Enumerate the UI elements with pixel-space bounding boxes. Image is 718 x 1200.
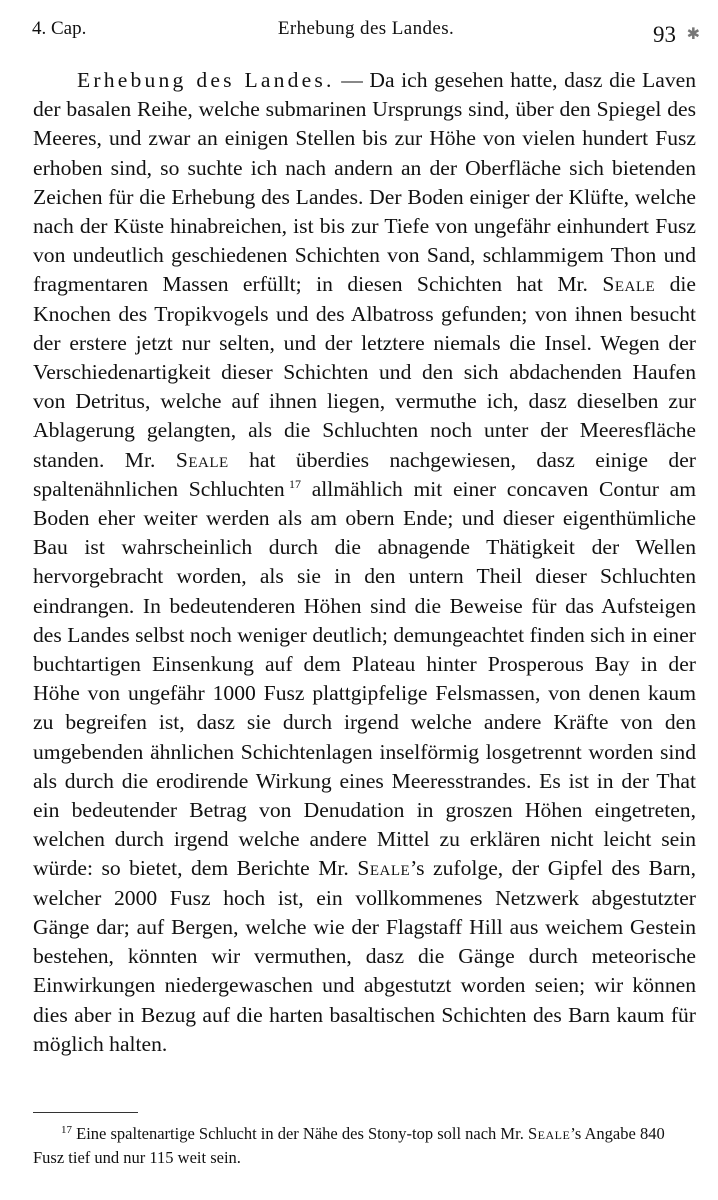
paragraph-text: — Da ich gesehen hatte, dasz die Laven der basalen Reihe, welche submarinen Ursprungs sind, über den Spiegel des Meeres, und zwar an einigen Stellen bis zur Höhe von vielen hundert Fusz erhoben sind, so suchte ich nach andern an der Oberfläche sich bietenden Zeichen für die Erhebung des Landes. Der Boden einiger der Klüfte, welche nach der Küste hinabreichen, ist bis zur Tiefe von ungefähr einhundert Fusz von undeutlich geschiedenen Schichten von Sand, schlammigem Thon und fragmentaren Massen erfüllt; in diesen Schichten hat Mr. [33, 68, 696, 297]
paragraph-text: hat überdies nachgewiesen, dasz einige der spaltenähnlichen Schluchten [33, 447, 696, 501]
person-name: Seale [357, 856, 411, 881]
paragraph-text: allmählich mit einer concaven Contur am Boden eher weiter werden als am obern Ende; und dieser eigenthümliche Bau ist wahrscheinlich durch die abnagende Thätigkeit der Wellen hervorgebracht worden, als sie in den untern Theil dieser Schluchten eindrangen. In bedeutenderen Höhen sind die Beweise für das Aufsteigen des Landes selbst noch weniger deutlich; demungeachtet finden sich in einer buchtartigen Einsenkung auf dem Plateau hinter Prosperous Bay in der Höhe von ungefähr 1000 Fusz plattgipfelige Felsmassen, von denen kaum zu begreifen ist, dasz sie durch irgend welche andere Kräfte von den umgebenden ähnlichen Schichtenlagen inselförmig losgetrennt worden sind als durch die erodirende Wirkung eines Meeresstrandes. Es ist in der That ein bedeutender Betrag von Denudation in groszen Höhen eingetreten, welchen durch irgend welche andere Mittel zu erklären nicht leicht sein würde: so bietet, dem Berichte Mr. [33, 476, 696, 881]
paragraph-text: ’s zufolge, der Gipfel des Barn, welcher 2000 Fusz hoch ist, ein vollkommenes Netzwerk abgestutzter Gänge dar; auf Bergen, welche wie der Flagstaff Hill aus weichem Gestein bestehen, könnten wir vermuthen, dasz die Gänge durch meteorische Einwirkungen niedergewaschen und abgestutzt worden seien; wir können dies aber in Bezug auf die harten basaltischen Schichten des Barn kaum für möglich halten. [33, 856, 696, 1056]
person-name: Seale [602, 272, 656, 297]
footnote-body: Eine spaltenartige Schlucht in der Nähe des Stony-top soll nach Mr. [72, 1124, 528, 1143]
section-lead: Erhebung des Landes. [77, 68, 335, 92]
person-name: Seale [175, 447, 229, 472]
page-number: 93 [653, 22, 676, 47]
running-header [32, 14, 700, 50]
footnote [33, 1122, 696, 1170]
chapter-label: 4. Cap. [32, 18, 87, 39]
paragraph-text: die Knochen des Tropikvogels und des Albatross gefunden; von ihnen besucht der erstere jetzt nur selten, und der letztere niemals die Insel. Wegen der Verschiedenartigkeit dieser Schichten und den sich abdachenden Haufen von Detritus, welche auf ihnen liegen, vermuthe ich, dasz dieselben zur Ablagerung gelangten, als die Schluchten noch unter der Meeresfläche standen. Mr. [33, 272, 697, 472]
footnote-divider [33, 1112, 138, 1113]
footnote-reference: 17 [289, 476, 302, 491]
footnote-number: 17 [61, 1124, 72, 1136]
running-title: Erhebung des Landes. [277, 18, 455, 39]
paragraph [33, 66, 696, 1059]
ink-mark-icon: ✱ [686, 26, 700, 43]
footnote-body: ’s Angabe 840 Fusz tief und nur 115 weit sein. [33, 1124, 665, 1167]
person-name: Seale [527, 1124, 571, 1143]
footnote-text [33, 1122, 696, 1170]
main-paragraph [33, 66, 696, 1059]
